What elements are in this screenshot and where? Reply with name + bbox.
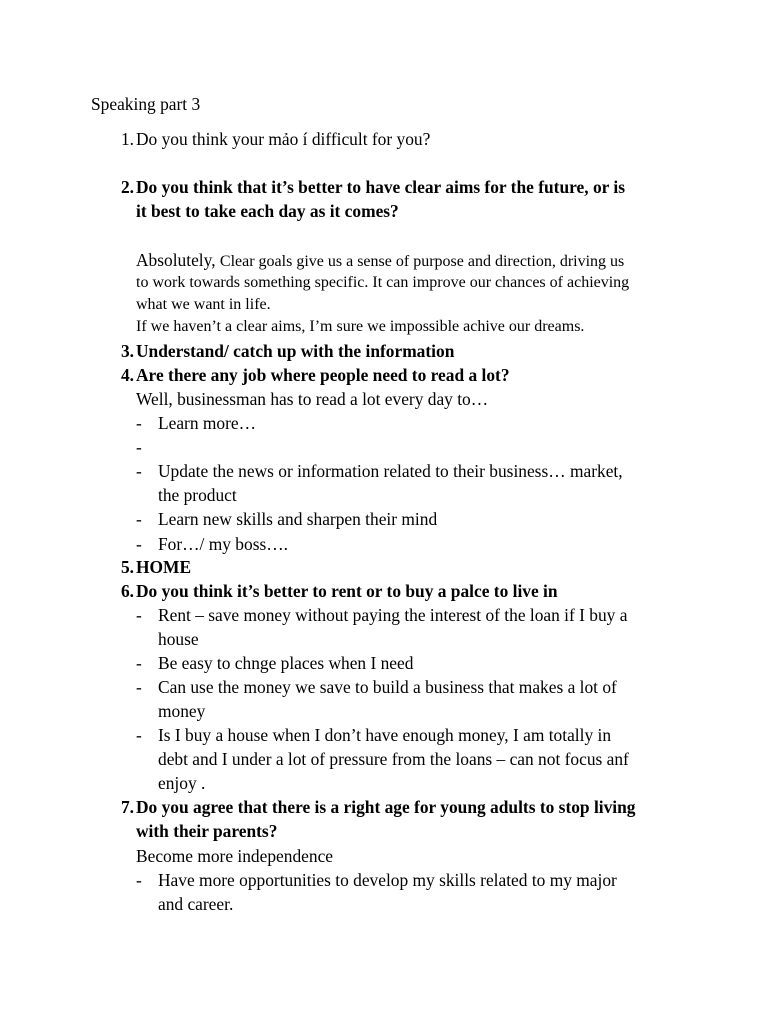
bullet-text: debt and I under a lot of pressure from the loans – can not focus anf [158, 749, 629, 769]
q2-text-line: it best to take each day as it comes? [136, 201, 399, 221]
q1-text: Do you think your mảo í difficult for you? [136, 129, 431, 149]
q4-answer: Well, businessman has to read a lot every day to… [136, 389, 489, 409]
bullet-text: For…/ my boss…. [158, 534, 288, 554]
bullet-text: Learn more… [158, 413, 257, 433]
q2-answer-line: what we want in life. [136, 296, 271, 313]
q7-text-line: Do you agree that there is a right age for young adults to stop living [136, 797, 636, 817]
q7-answer: Become more independence [136, 846, 334, 866]
bullet-text: Have more opportunities to develop my skills related to my major [158, 870, 617, 890]
bullet-text: Can use the money we save to build a business that makes a lot of [158, 677, 617, 697]
bullet-dash: - [136, 725, 142, 745]
q4-number: 4. [120, 365, 134, 385]
bullet-text: the product [158, 485, 237, 505]
page-heading: Speaking part 3 [91, 94, 201, 114]
bullet-dash: - [136, 653, 142, 673]
bullet-text: money [158, 701, 206, 721]
q7-number: 7. [120, 797, 134, 817]
bullet-dash: - [136, 534, 142, 554]
bullet-text: Be easy to chnge places when I need [158, 653, 414, 673]
q5-text: HOME [136, 557, 192, 577]
bullet-dash: - [136, 870, 142, 890]
q1-number: 1. [120, 129, 134, 149]
q6-number: 6. [120, 581, 134, 601]
q2-answer-line: to work towards something specific. It can improve our chances of achieving [136, 274, 630, 291]
bullet-dash: - [136, 437, 142, 457]
q2-number: 2. [120, 177, 134, 197]
bullet-dash: - [136, 509, 142, 529]
q6-text: Do you think it’s better to rent or to buy a palce to live in [136, 581, 558, 601]
bullet-text: house [158, 629, 199, 649]
bullet-text: Update the news or information related to their business… market, [158, 461, 623, 481]
bullet-dash: - [136, 413, 142, 433]
bullet-dash: - [136, 461, 142, 481]
bullet-text: and career. [158, 894, 234, 914]
q2-answer-first-line [136, 248, 624, 273]
q5-number: 5. [120, 557, 134, 577]
bullet-text: Rent – save money without paying the interest of the loan if I buy a [158, 605, 628, 625]
bullet-dash: - [136, 677, 142, 697]
bullet-text: Is I buy a house when I don’t have enough money, I am totally in [158, 725, 612, 745]
q7-text-line: with their parents? [136, 821, 278, 841]
q3-text: Understand/ catch up with the information [136, 341, 455, 361]
q2-answer-lead: Absolutely, [136, 250, 216, 270]
q4-text: Are there any job where people need to read a lot? [136, 365, 510, 385]
bullet-text: Learn new skills and sharpen their mind [158, 509, 438, 529]
bullet-text: enjoy . [158, 773, 206, 793]
q2-answer-line: Clear goals give us a sense of purpose and direction, driving us [219, 253, 625, 270]
bullet-dash: - [136, 605, 142, 625]
q2-text-line: Do you think that it’s better to have clear aims for the future, or is [136, 177, 625, 197]
q2-answer-line: If we haven’t a clear aims, I’m sure we impossible achive our dreams. [136, 318, 585, 335]
q3-number: 3. [120, 341, 134, 361]
